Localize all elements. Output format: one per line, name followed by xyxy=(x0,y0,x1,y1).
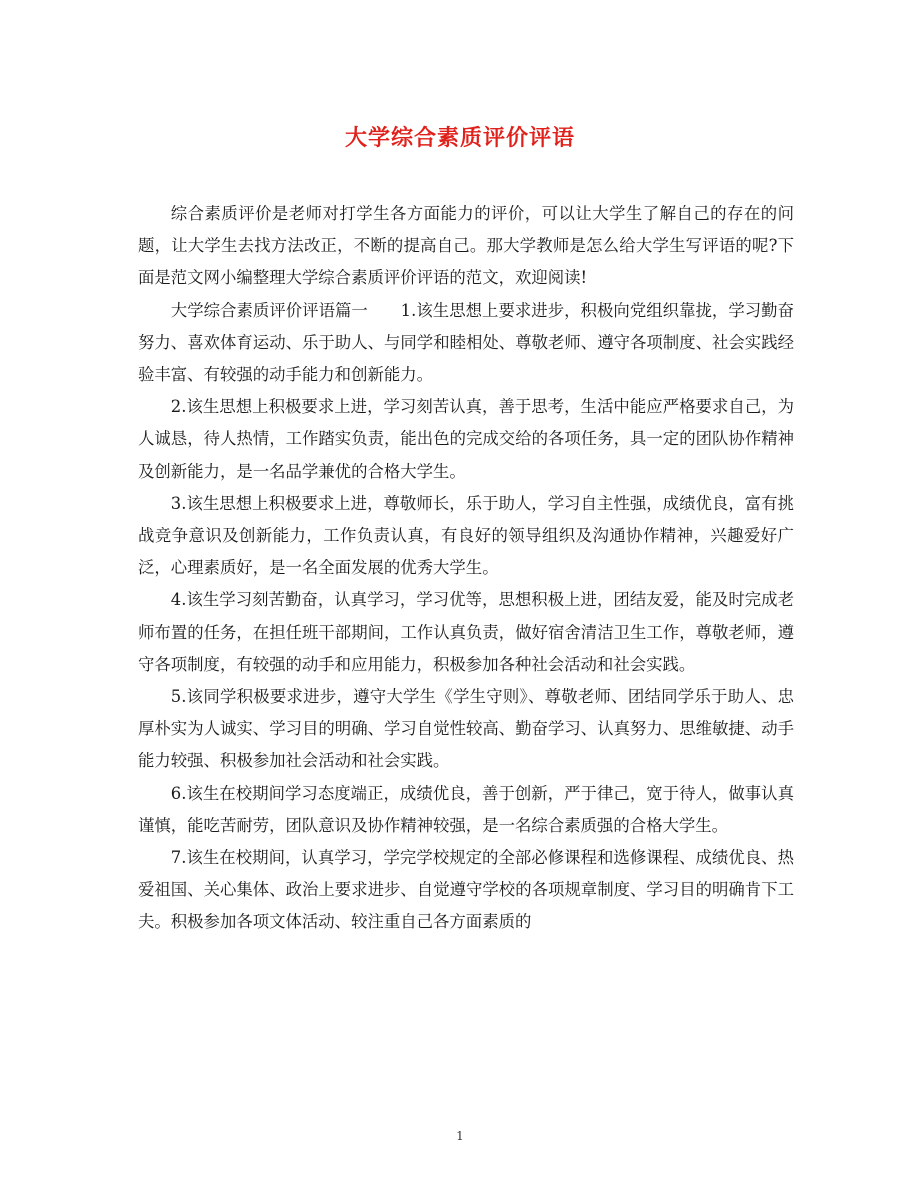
document-title: 大学综合素质评价评语 xyxy=(344,125,575,151)
intro-paragraph: 综合素质评价是老师对打学生各方面能力的评价，可以让大学生了解自己的存在的问题，让大学生去找方法改正，不断的提高自己。那大学教师是怎么给大学生写评语的呢?下面是范文网小编整理大学综合素质评价评语的范文，欢迎阅读! xyxy=(138,204,794,288)
comment-paragraph-1: 大学综合素质评价评语篇一 1.该生思想上要求进步，积极向党组织靠拢，学习勤奋努力、喜欢体育运动、乐于助人、与同学和睦相处、尊敬老师、遵守各项制度、社会实践经验丰富、有较强的动手能力和创新能力。 xyxy=(138,300,794,385)
comment-paragraph-7: 7.该生在校期间，认真学习，学完学校规定的全部必修课程和选修课程、成绩优良、热爱祖国、关心集体、政治上要求进步、自觉遵守学校的各项规章制度、学习目的明确肯下工夫。积极参加各项文体活动、较注重自己各方面素质的 xyxy=(138,848,794,932)
page-number: 1 xyxy=(456,1129,464,1143)
comment-paragraph-3: 3.该生思想上积极要求上进，尊敬师长，乐于助人，学习自主性强，成绩优良，富有挑战竞争意识及创新能力，工作负责认真，有良好的领导组织及沟通协作精神，兴趣爱好广泛，心理素质好，是一名全面发展的优秀大学生。 xyxy=(138,493,794,578)
comment-paragraph-5: 5.该同学积极要求进步，遵守大学生《学生守则》、尊敬老师、团结同学乐于助人、忠厚朴实为人诚实、学习目的明确、学习自觉性较高、勤奋学习、认真努力、思维敏捷、动手能力较强、积极参加社会活动和社会实践。 xyxy=(138,687,794,771)
comment-paragraph-6: 6.该生在校期间学习态度端正，成绩优良，善于创新，严于律己，宽于待人，做事认真谨慎，能吃苦耐劳，团队意识及协作精神较强，是一名综合素质强的合格大学生。 xyxy=(138,783,794,835)
comment-paragraph-2: 2.该生思想上积极要求上进，学习刻苦认真，善于思考，生活中能应严格要求自己，为人诚恳，待人热情，工作踏实负责，能出色的完成交给的各项任务，具一定的团队协作精神及创新能力，是一名品学兼优的合格大学生。 xyxy=(138,397,794,481)
document-body xyxy=(138,198,794,939)
comment-paragraph-4: 4.该生学习刻苦勤奋，认真学习，学习优等，思想积极上进，团结友爱，能及时完成老师布置的任务，在担任班干部期间，工作认真负责，做好宿舍清洁卫生工作，尊敬老师，遵守各项制度，有较强的动手和应用能力，积极参加各种社会活动和社会实践。 xyxy=(138,590,794,674)
